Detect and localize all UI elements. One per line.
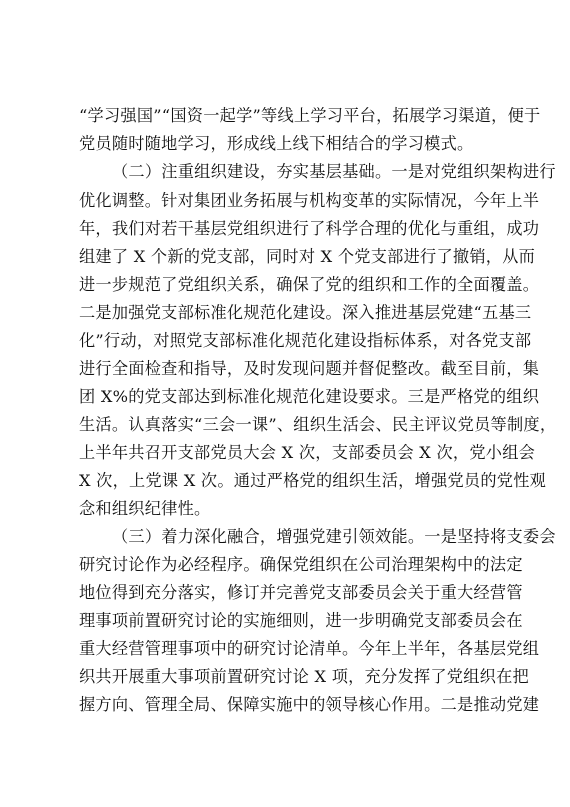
text-line: 念和组织纪律性。 (79, 499, 211, 518)
text-line: 化”行动，对照党支部标准化规范化建设指标体系，对各党支部 (79, 331, 532, 350)
text-line: 织共开展重大事项前置研究讨论 X 项，充分发挥了党组织在把 (79, 667, 529, 686)
text-line: 生活。认真落实“三会一课”、组织生活会、民主评议党员等制度， (79, 415, 557, 434)
text-line: 上半年共召开支部党员大会 X 次，支部委员会 X 次，党小组会 (79, 443, 536, 462)
text-line: 组建了 X 个新的党支部，同时对 X 个党支部进行了撤销，从而 (79, 247, 536, 266)
section-heading-line: （二）注重组织建设，夯实基层基础。一是对党组织架构进行 (112, 162, 556, 181)
text-line: X 次，上党课 X 次。通过严格党的组织生活，增强党员的党性观 (79, 471, 547, 490)
text-line: 进一步规范了党组织关系，确保了党的组织和工作的全面覆盖。 (79, 275, 540, 294)
text-line: 握方向、管理全局、保障实施中的领导核心作用。二是推动党建 (79, 695, 540, 714)
text-line: 党员随时随地学习，形成线上线下相结合的学习模式。 (79, 134, 474, 153)
text-line: 研究讨论作为必经程序。确保党组织在公司治理架构中的法定 (79, 555, 523, 574)
text-line: 团 X%的党支部达到标准化规范化建设要求。三是严格党的组织 (79, 387, 540, 406)
text-line: 年，我们对若干基层党组织进行了科学合理的优化与重组，成功 (79, 219, 540, 238)
text-line: 理事项前置研究讨论的实施细则，进一步明确党支部委员会在 (79, 611, 523, 630)
text-line: 优化调整。针对集团业务拓展与机构变革的实际情况，今年上半 (79, 191, 540, 210)
text-line: 二是加强党支部标准化规范化建设。深入推进基层党建“五基三 (79, 303, 532, 322)
section-heading-line: （三）着力深化融合，增强党建引领效能。一是坚持将支委会 (112, 527, 556, 546)
text-line: 重大经营管理事项中的研究讨论清单。今年上半年，各基层党组 (79, 639, 540, 658)
text-line: “学习强国”“国资一起学”等线上学习平台，拓展学习渠道，便于 (79, 106, 541, 125)
text-line: 进行全面检查和指导，及时发现问题并督促整改。截至目前，集 (79, 359, 540, 378)
text-line: 地位得到充分落实，修订并完善党支部委员会关于重大经营管 (79, 583, 523, 602)
